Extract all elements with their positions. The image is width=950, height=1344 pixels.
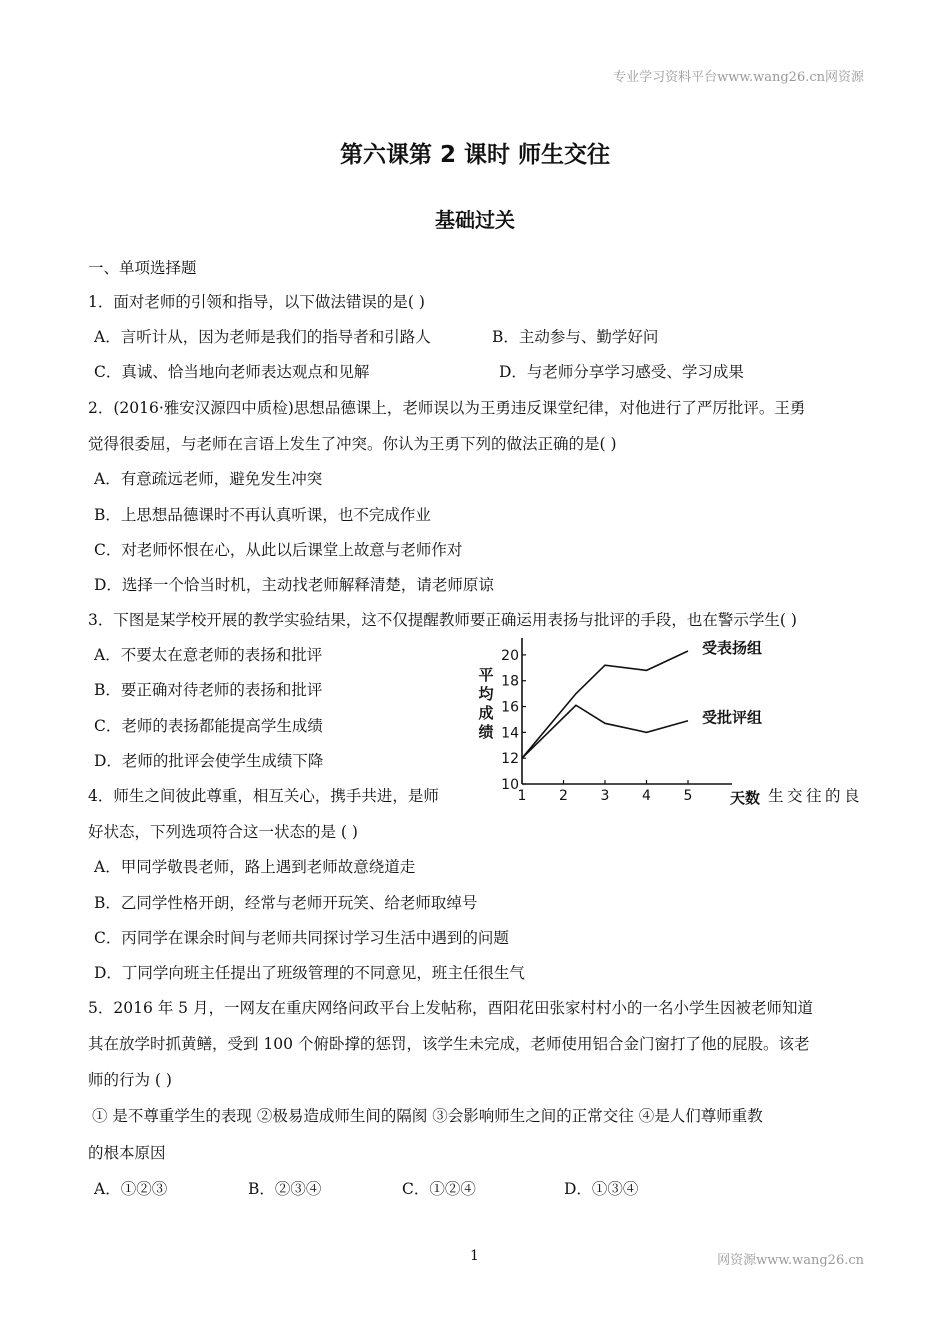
q1-option-b: B．主动参与、勤学好问: [492, 328, 659, 346]
q5-option-a: A．①②③: [94, 1180, 168, 1198]
q2-stem-line2: 觉得很委屈，与老师在言语上发生了冲突。你认为王勇下列的做法正确的是( ): [88, 435, 617, 453]
series-label-2: 受批评组: [702, 708, 763, 727]
y-axis-label-char: 平: [478, 666, 494, 684]
y-axis-label-char: 均: [478, 685, 494, 703]
q4-stem-line1a: 4．师生之间彼此尊重，相互关心，携手共进，是师: [88, 787, 439, 805]
x-axis-label: 天数: [729, 789, 761, 807]
page-title: 第六课第 2 课时 师生交往: [339, 142, 611, 168]
q2-option-c: C．对老师怀恨在心，从此以后课堂上故意与老师作对: [94, 541, 463, 559]
y-tick-label: 12: [501, 751, 519, 768]
q5-option-c: C．①②④: [402, 1180, 476, 1198]
x-tick-label: 5: [683, 788, 693, 804]
q3-option-c: C．老师的表扬都能提高学生成绩: [94, 717, 323, 735]
q4-option-a: A．甲同学敬畏老师，路上遇到老师故意绕道走: [94, 858, 416, 876]
header-watermark: 专业学习资料平台www.wang26.cn网资源: [613, 70, 864, 85]
q1-option-d: D．与老师分享学习感受、学习成果: [499, 363, 744, 381]
q1-option-a: A．言听计从，因为老师是我们的指导者和引路人: [94, 328, 431, 346]
q3-option-d: D．老师的批评会使学生成绩下降: [94, 752, 324, 770]
q5-option-d: D．①③④: [564, 1180, 639, 1198]
q1-stem: 1．面对老师的引领和指导，以下做法错误的是( ): [88, 293, 425, 311]
q4-stem-line2: 好状态，下列选项符合这一状态的是 ( ): [88, 823, 358, 841]
line-chart: [470, 636, 770, 814]
y-tick-label: 16: [501, 699, 519, 716]
q1-option-c: C．真诚、恰当地向老师表达观点和见解: [94, 363, 370, 381]
page-subtitle: 基础过关: [435, 208, 515, 232]
q4-option-b: B．乙同学性格开朗，经常与老师开玩笑、给老师取绰号: [94, 894, 478, 912]
series-line-1: [522, 651, 688, 758]
series-label-1: 受表扬组: [702, 639, 763, 658]
y-axis-label-char: 成: [478, 704, 494, 722]
series-line-2: [522, 705, 688, 758]
q3-option-a: A．不要太在意老师的表扬和批评: [94, 646, 323, 664]
y-tick-label: 14: [501, 725, 519, 742]
y-tick-label: 10: [501, 777, 519, 793]
q3-stem: 3．下图是某学校开展的教学实验结果，这不仅提醒教师要正确运用表扬与批评的手段，也在警示学生( ): [88, 611, 797, 629]
y-tick-label: 18: [501, 673, 519, 690]
q4-option-d: D．丁同学向班主任提出了班级管理的不同意见，班主任很生气: [94, 964, 525, 982]
y-tick-label: 20: [501, 647, 519, 664]
q5-statements-line2: 的根本原因: [88, 1144, 166, 1162]
x-tick-label: 2: [559, 788, 568, 804]
section-heading: 一、单项选择题: [88, 259, 197, 277]
page-number: 1: [470, 1248, 479, 1264]
footer-watermark: 网资源www.wang26.cn: [717, 1253, 864, 1268]
q5-stem-line3: 师的行为 ( ): [88, 1071, 172, 1089]
q5-statements-line1: ① 是不尊重学生的表现 ②极易造成师生间的隔阂 ③会影响师生之间的正常交往 ④是人们尊师重教: [92, 1107, 763, 1125]
q5-stem-line2: 其在放学时抓黄鳝，受到 100 个俯卧撑的惩罚，该学生未完成，老师使用铝合金门窗打了他的屁股。该老: [88, 1035, 810, 1053]
q5-stem-line1: 5．2016 年 5 月，一网友在重庆网络问政平台上发帖称，酉阳花田张家村村小的一名小学生因被老师知道: [88, 999, 813, 1017]
x-tick-label: 1: [517, 788, 527, 804]
x-tick-label: 3: [600, 788, 610, 804]
q3-option-b: B．要正确对待老师的表扬和批评: [94, 681, 323, 699]
q2-option-d: D．选择一个恰当时机，主动找老师解释清楚，请老师原谅: [94, 576, 494, 594]
q2-option-a: A．有意疏远老师，避免发生冲突: [94, 470, 323, 488]
q2-option-b: B．上思想品德课时不再认真听课，也不完成作业: [94, 506, 431, 524]
x-tick-label: 4: [642, 788, 651, 804]
q5-option-b: B．②③④: [248, 1180, 322, 1198]
q2-stem-line1: 2．(2016·雅安汉源四中质检)思想品德课上，老师误以为王勇违反课堂纪律，对他进行了严厉批评。王勇: [88, 399, 806, 417]
q4-option-c: C．丙同学在课余时间与老师共同探讨学习生活中遇到的问题: [94, 929, 509, 947]
q4-stem-line1b: 生交往的良: [768, 787, 864, 805]
y-axis-label-char: 绩: [478, 723, 494, 741]
